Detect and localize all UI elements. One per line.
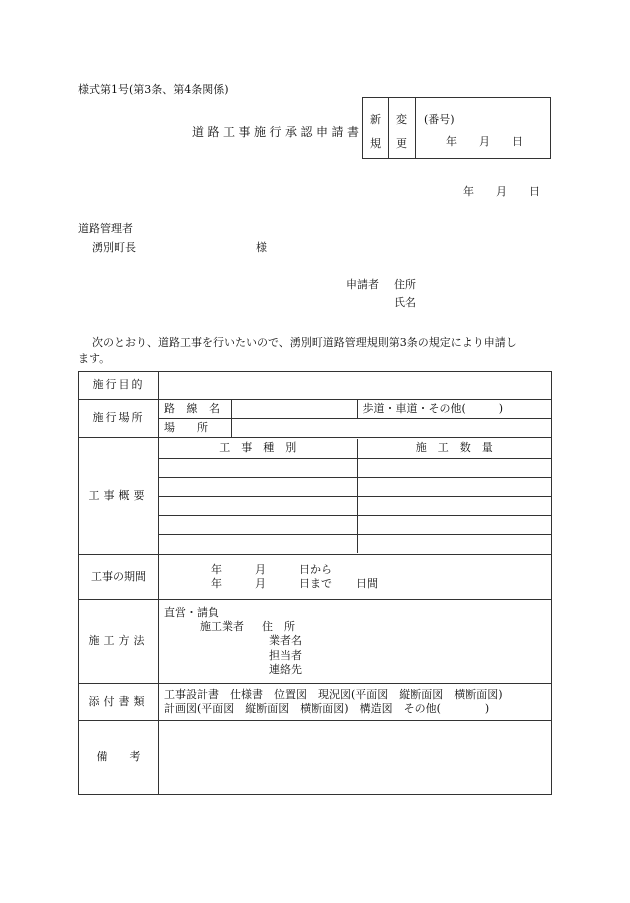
work-type-cell[interactable] [159,496,357,515]
work-type-cell[interactable] [159,534,357,553]
attachments-label: 添付書類 [79,684,159,721]
contractor-label: 施工業者 [200,620,244,634]
route-name-value[interactable] [231,400,357,419]
quantity-cell[interactable] [357,515,551,534]
work-type-cell[interactable] [159,515,357,534]
purpose-label: 施行目的 [79,372,159,400]
period-label: 工事の期間 [79,555,159,600]
period-days: 日間 [356,577,378,590]
quantity-cell[interactable] [357,458,551,477]
change-char-2: 更 [396,137,407,150]
new-char-2: 規 [370,137,381,150]
attachments-line2: 計画図(平面図 縦断面図 横断面図) 構造図 その他( ) [164,702,490,715]
new-char-1: 新 [370,113,381,126]
contractor-person-label: 担当者 [269,648,302,662]
quantity-cell[interactable] [357,496,551,515]
body-text-line1: 次のとおり、道路工事を行いたいので、湧別町道路管理規則第3条の規定により申請し [92,336,517,349]
attachments-line1: 工事設計書 仕様書 位置図 現況図(平面図 縦断面図 横断面図) [164,687,503,701]
quantity-cell[interactable] [357,534,551,553]
addressee-honorific: 様 [256,241,267,254]
work-type-cell[interactable] [159,477,357,496]
method-direct-or-contract: 直営・請負 [164,605,219,619]
number-label: (番号) [424,113,455,126]
road-type-options[interactable]: 歩道・車道・その他( ) [357,400,551,419]
quantity-header: 施 工 数 量 [357,439,551,458]
application-table [78,371,552,795]
period-from: 年 月 日から [211,562,332,576]
remarks-value[interactable] [159,721,552,795]
method-value[interactable] [159,600,552,684]
place-label: 場 所 [159,419,231,438]
work-type-cell[interactable] [159,458,357,477]
contractor-contact-label: 連絡先 [269,662,302,676]
overview-label: 工事概要 [79,438,159,555]
period-value[interactable] [159,555,552,600]
route-name-label: 路 線 名 [159,400,231,419]
location-label: 施行場所 [79,400,159,438]
attachments-value[interactable] [159,684,552,721]
change-char-1: 変 [396,113,407,126]
period-to: 年 月 日まで [211,577,332,590]
header-date: 年 月 日 [446,135,523,148]
addressee-role: 道路管理者 [78,222,133,235]
place-value[interactable] [231,419,551,438]
form-title: 道路工事施行承認申請書 [192,125,363,139]
applicant-label: 申請者 [346,278,379,291]
addressee-name: 湧別町長 [92,241,136,254]
form-number: 様式第1号(第3条、第4条関係) [78,83,229,96]
applicant-address-label: 住所 [394,278,416,291]
contractor-address-label: 住 所 [262,620,295,634]
header-box [362,97,551,159]
quantity-cell[interactable] [357,477,551,496]
work-type-header: 工 事 種 別 [159,439,357,458]
application-date: 年 月 日 [463,185,540,198]
applicant-name-label: 氏名 [394,296,416,309]
body-text-line2: ます。 [78,352,111,365]
remarks-label: 備 考 [79,721,159,795]
purpose-value[interactable] [159,372,552,400]
contractor-name-label: 業者名 [269,634,302,648]
method-label: 施工方法 [79,600,159,684]
